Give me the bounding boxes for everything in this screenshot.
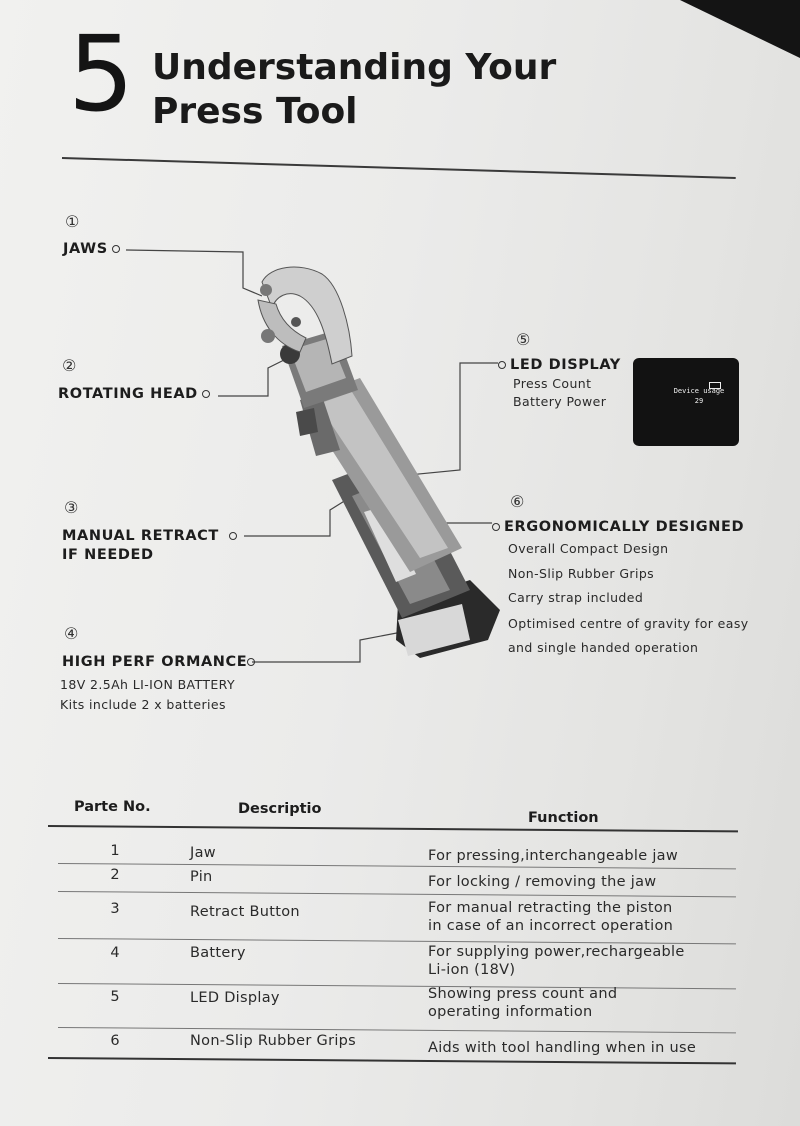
led-display-callout bbox=[498, 357, 621, 373]
row-4-function-line-1: For supplying power,rechargeable bbox=[428, 944, 685, 960]
row-2-function bbox=[428, 873, 656, 891]
chapter-number: 5 bbox=[68, 13, 135, 135]
ergonomic-feature-5: and single handed operation bbox=[508, 640, 699, 655]
row-3-number: 3 bbox=[110, 901, 120, 917]
header-function: Function bbox=[528, 810, 599, 826]
ergonomic-feature-4: Optimised centre of gravity for easy bbox=[508, 616, 749, 631]
led-feature-battery-power: Battery Power bbox=[513, 394, 607, 409]
battery-kit-note: Kits include 2 x batteries bbox=[60, 697, 226, 712]
row-1-function bbox=[428, 847, 678, 865]
rotating-head-callout bbox=[58, 386, 214, 402]
row-divider bbox=[58, 891, 736, 897]
row-5-number: 5 bbox=[110, 989, 120, 1005]
row-3-function bbox=[428, 899, 673, 935]
row-6-function bbox=[428, 1039, 696, 1057]
led-screen-readout bbox=[673, 386, 725, 406]
led-display-label: LED DISPLAY bbox=[510, 357, 621, 373]
header-rule bbox=[48, 825, 738, 832]
led-display-photo bbox=[633, 358, 739, 446]
battery-spec: 18V 2.5Ah LI-ION BATTERY bbox=[60, 677, 235, 692]
jaws-callout bbox=[63, 241, 124, 257]
callout-3-marker: ③ bbox=[64, 498, 79, 517]
row-4-number: 4 bbox=[110, 945, 120, 961]
callout-1-marker: ① bbox=[65, 212, 80, 231]
manual-retract-callout bbox=[62, 528, 241, 544]
chapter-title-line-2: Press Tool bbox=[152, 91, 358, 132]
row-5-description: LED Display bbox=[190, 990, 280, 1006]
ergonomic-pointer-dot bbox=[492, 523, 500, 531]
high-performance-callout bbox=[62, 654, 259, 670]
high-performance-label: HIGH PERF ORMANCE bbox=[62, 654, 248, 670]
row-1-function-line-1: For pressing,interchangeable jaw bbox=[428, 848, 679, 864]
rotating-head-leader-line bbox=[218, 360, 284, 396]
callout-5-marker: ⑤ bbox=[516, 330, 531, 349]
row-6-description: Non-Slip Rubber Grips bbox=[190, 1033, 357, 1049]
led-display-pointer-dot bbox=[498, 361, 506, 369]
header-description: Descriptio bbox=[238, 801, 322, 817]
row-3-function-line-2: in case of an incorrect operation bbox=[428, 918, 674, 934]
manual-retract-pointer-dot bbox=[229, 532, 237, 540]
ergonomic-feature-3: Carry strap included bbox=[508, 590, 644, 605]
row-divider bbox=[58, 1027, 736, 1033]
row-2-number: 2 bbox=[110, 867, 120, 883]
row-divider bbox=[58, 983, 736, 989]
ergonomic-feature-1: Overall Compact Design bbox=[508, 541, 669, 556]
row-5-function bbox=[428, 985, 617, 1021]
row-3-description: Retract Button bbox=[190, 904, 300, 920]
led-screen-caption: Device usage bbox=[673, 387, 725, 395]
led-screen-count: 29 bbox=[694, 397, 704, 405]
row-3-function-line-1: For manual retracting the piston bbox=[428, 900, 673, 916]
manual-retract-label-line-2: IF NEEDED bbox=[62, 547, 154, 563]
row-6-number: 6 bbox=[110, 1033, 120, 1049]
row-4-function-line-2: Li-ion (18V) bbox=[428, 962, 516, 978]
ergonomic-callout bbox=[492, 519, 744, 535]
row-1-description: Jaw bbox=[190, 845, 216, 861]
rotating-head-pointer-dot bbox=[202, 390, 210, 398]
high-performance-pointer-dot bbox=[247, 658, 255, 666]
row-5-function-line-2: operating information bbox=[428, 1004, 593, 1020]
row-2-description: Pin bbox=[190, 869, 213, 885]
manual-retract-leader-line bbox=[244, 500, 346, 536]
ergonomic-label: ERGONOMICALLY DESIGNED bbox=[504, 519, 745, 535]
jaws-leader-line bbox=[126, 250, 262, 296]
callout-4-marker: ④ bbox=[64, 624, 79, 643]
high-performance-leader-line bbox=[252, 632, 402, 662]
jaws-pointer-dot bbox=[112, 245, 120, 253]
callout-6-marker: ⑥ bbox=[510, 492, 525, 511]
callout-2-marker: ② bbox=[62, 356, 77, 375]
row-6-function-line-1: Aids with tool handling when in use bbox=[428, 1040, 697, 1056]
row-4-function bbox=[428, 943, 685, 979]
tool-body bbox=[258, 267, 500, 658]
header-part-no: Parte No. bbox=[74, 799, 151, 815]
led-feature-press-count: Press Count bbox=[513, 376, 592, 391]
rotating-head-label: ROTATING HEAD bbox=[58, 386, 198, 402]
row-1-number: 1 bbox=[110, 843, 120, 859]
table-bottom-rule bbox=[48, 1057, 736, 1064]
ergonomic-feature-2: Non-Slip Rubber Grips bbox=[508, 566, 655, 581]
jaws-label: JAWS bbox=[63, 241, 108, 257]
row-2-function-line-1: For locking / removing the jaw bbox=[428, 874, 657, 890]
row-4-description: Battery bbox=[190, 945, 246, 961]
manual-retract-label-line-1: MANUAL RETRACT bbox=[62, 528, 219, 544]
chapter-title-line-1: Understanding Your bbox=[152, 47, 557, 88]
row-5-function-line-1: Showing press count and bbox=[428, 986, 618, 1002]
